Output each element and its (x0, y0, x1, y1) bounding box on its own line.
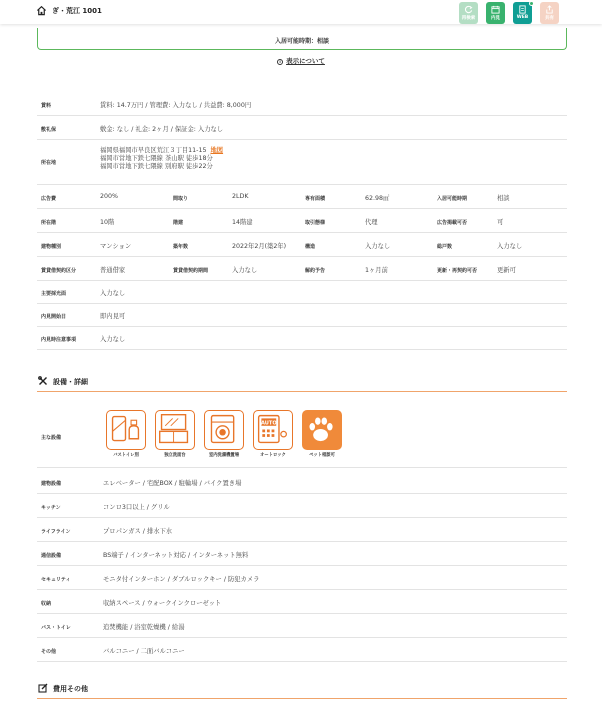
layout-label: 間取り (173, 196, 189, 202)
ad-permit-label: 広告掲載可否 (437, 220, 468, 226)
access-line-2: 福岡市営地下鉄七隈線 別府駅 徒歩22分 (100, 163, 213, 170)
equipment-row-value: 追焚機能 / 浴室乾燥機 / 給湯 (103, 624, 185, 631)
equipment-row-value: バルコニー / 二面バルコニー (103, 648, 185, 655)
deposit-row (37, 116, 567, 140)
notice-label: 解約予告 (305, 268, 326, 274)
location-row (37, 140, 567, 185)
grid-row-4 (37, 257, 567, 281)
contract-period-value: 入力なし (232, 267, 258, 274)
deposit-value: 敷金: なし / 礼金: 2ヶ月 / 保証金: 入力なし (100, 126, 224, 133)
contract-type-label: 賃貸借契約区分 (41, 268, 77, 274)
viewing-notes-label: 内見時注意事項 (41, 337, 77, 343)
access-line-1: 福岡市営地下鉄七隈線 茶山駅 徒歩18分 (100, 155, 213, 162)
refresh-icon (464, 5, 473, 14)
web-button-label: WEB (516, 15, 529, 20)
notification-dot (529, 1, 534, 6)
units-label: 総戸数 (437, 244, 453, 250)
home-icon[interactable] (36, 5, 47, 16)
equipment-row-value: BS端子 / インターネット対応 / インターネット無料 (103, 552, 249, 559)
movein-box (37, 28, 567, 50)
equipment-row-label: バス・トイレ (41, 625, 71, 631)
stories-label: 階建 (173, 220, 184, 226)
ad-fee-value: 200% (100, 193, 119, 200)
structure-value: 入力なし (365, 243, 391, 250)
autolock-caption: オートロック (260, 453, 286, 458)
grid-row-2 (37, 209, 567, 233)
viewing-notes-value: 入力なし (100, 336, 126, 343)
equipment-row-value: エレベーター / 宅配BOX / 駐輪場 / バイク置き場 (103, 480, 242, 487)
top-header (0, 0, 602, 24)
transaction-label: 取引態様 (305, 220, 326, 226)
svg-text:AUTO: AUTO (260, 420, 277, 427)
location-value (100, 147, 223, 171)
tools-icon (38, 376, 48, 386)
equipment-row-label: セキュリティ (41, 577, 71, 583)
washbasin-caption: 独立洗面台 (164, 453, 186, 458)
property-title: ぎ・荒江 1001 (52, 7, 102, 15)
ad-permit-value: 可 (497, 219, 504, 226)
lighting-label: 主要採光面 (41, 291, 67, 297)
rent-label: 賃料 (41, 103, 52, 109)
autolock-icon (253, 410, 293, 450)
rent-row (37, 92, 567, 116)
viewing-button-label: 内見 (491, 16, 500, 21)
washing-machine-caption: 室内洗濯機置場 (208, 453, 240, 458)
equipment-row (37, 518, 567, 542)
area-value: 62.98㎡ (365, 195, 390, 202)
costs-section-title: 費用その他 (53, 685, 88, 693)
equipment-row-label: 収納 (41, 601, 52, 607)
lighting-value: 入力なし (100, 290, 126, 297)
equipment-row-label: 通信設備 (41, 553, 62, 559)
equipment-row (37, 494, 567, 518)
rent-value: 賃料: 14.7万円 / 管理費: 入力なし / 共益費: 8,000円 (100, 102, 252, 109)
calendar-icon (491, 5, 500, 14)
age-value: 2022年2月(築2年) (232, 243, 287, 250)
viewing-start-value: 即内見可 (100, 313, 126, 320)
building-type-label: 建物種別 (41, 244, 62, 250)
equipment-row-label: その他 (41, 649, 57, 655)
structure-label: 構造 (305, 244, 316, 250)
transaction-value: 代理 (365, 219, 378, 226)
floor-label: 所在階 (41, 220, 57, 226)
stories-value: 14階建 (232, 219, 253, 226)
ad-fee-label: 広告費 (41, 196, 57, 202)
viewing-notes-row (37, 327, 567, 350)
renewal-value: 更新可 (497, 267, 516, 274)
washing-machine-icon (204, 410, 244, 450)
bath-toilet-icon (106, 410, 146, 450)
share-button-label: 共有 (545, 16, 554, 21)
equipment-row-value: モニタ付インターホン / ダブルロックキー / 防犯カメラ (103, 576, 260, 583)
paw-icon (302, 410, 342, 450)
display-about-text: 表示について (286, 57, 325, 65)
web-button[interactable] (513, 2, 532, 24)
movein-text: 入居可能時期：相談 (274, 38, 329, 45)
main-equipment-label: 主な設備 (41, 435, 62, 441)
lighting-row (37, 281, 567, 304)
renewal-label: 更新・再契約可否 (437, 268, 478, 274)
equipment-row (37, 614, 567, 638)
equipment-row (37, 590, 567, 614)
equipment-row (37, 638, 567, 662)
viewing-button[interactable] (486, 2, 505, 24)
share-button[interactable] (540, 2, 559, 24)
address-text: 福岡県福岡市早良区荒江３丁目11-15 (100, 147, 207, 154)
notice-value: 1ヶ月前 (365, 267, 388, 274)
contract-period-label: 賃貸借契約期間 (173, 268, 209, 274)
equipment-row-label: 建物設備 (41, 481, 62, 487)
info-icon: i (277, 59, 283, 65)
equipment-row-value: プロパンガス / 排水下水 (103, 528, 173, 535)
research-button[interactable] (459, 2, 478, 24)
equipment-row (37, 566, 567, 590)
equipment-row-label: キッチン (41, 505, 61, 511)
pet-caption: ペット相談可 (309, 453, 335, 458)
edit-icon (38, 683, 48, 693)
viewing-start-row (37, 304, 567, 327)
map-link[interactable]: 地図 (210, 147, 224, 154)
area-label: 専有面積 (305, 196, 326, 202)
equipment-row (37, 542, 567, 566)
movein-period-label: 入居可能時期 (437, 196, 468, 202)
grid-row-1 (37, 185, 567, 209)
deposit-label: 敷礼保 (41, 127, 57, 133)
age-label: 築年数 (173, 244, 189, 250)
equipment-row (37, 470, 567, 494)
share-icon (545, 5, 554, 14)
research-button-label: 再検索 (461, 16, 476, 21)
location-label: 所在地 (41, 160, 57, 166)
grid-row-3 (37, 233, 567, 257)
layout-value: 2LDK (232, 193, 249, 200)
movein-period-value: 相談 (497, 195, 510, 202)
equipment-row-value: コンロ3口以上 / グリル (103, 504, 170, 511)
costs-section-divider (37, 698, 567, 699)
document-icon (518, 5, 527, 14)
viewing-start-label: 内見開始日 (41, 314, 67, 320)
equipment-row-label: ライフライン (41, 529, 71, 535)
equipment-section-title: 設備・詳細 (53, 378, 88, 386)
bath-toilet-caption: バストイレ別 (113, 453, 139, 458)
units-value: 入力なし (497, 243, 523, 250)
equipment-row-value: 収納スペース / ウォークインクローゼット (103, 600, 222, 607)
contract-type-value: 普通借家 (100, 267, 126, 274)
building-type-value: マンション (100, 243, 132, 250)
washbasin-icon (155, 410, 195, 450)
floor-value: 10階 (100, 219, 115, 226)
display-about-link[interactable] (0, 56, 602, 65)
